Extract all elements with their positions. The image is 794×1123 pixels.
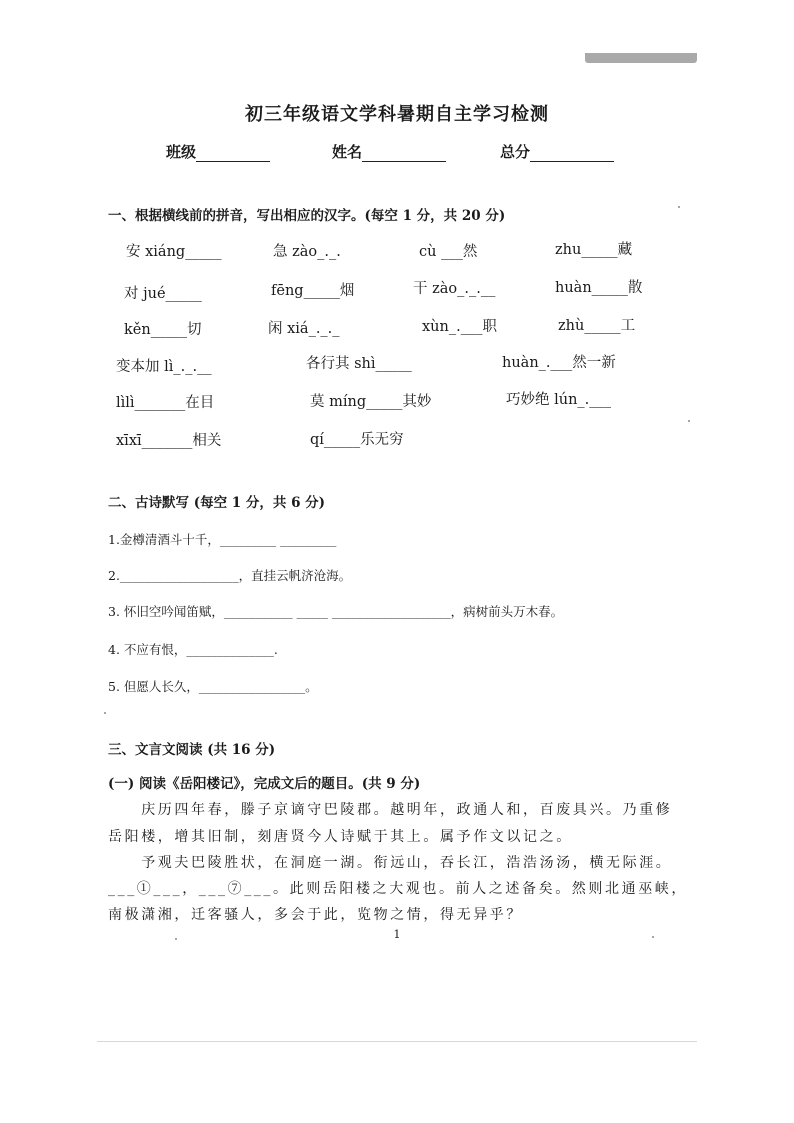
section3-heading: 三、文言文阅读 (共 16 分) (108, 742, 276, 758)
poem-line: 4. 不应有恨，______________. (108, 642, 278, 657)
section3-subheading: (一) 阅读《岳阳楼记》，完成文后的题目。(共 9 分) (108, 776, 421, 792)
top-scan-bar (585, 53, 697, 63)
poem-line: 5. 但愿人长久，_________________。 (108, 679, 318, 694)
pinyin-item: 闲 xiá_._._ (268, 321, 340, 337)
pinyin-item: 各行其 shì_____ (306, 356, 412, 372)
poem-line: 2.___________________，直挂云帆济沧海。 (108, 568, 352, 583)
essay-line: ___①___，___⑦___。此则岳阳楼之大观也。前人之述备矣。然则北通巫峡， (108, 881, 688, 897)
footer-divider (97, 1041, 697, 1042)
score-field (500, 141, 614, 162)
pinyin-item: 变本加 lì_._.__ (116, 359, 212, 375)
poem-line: 3. 怀旧空吟闻笛赋，___________ _____ ___________________，病树前头万木春。 (108, 604, 564, 619)
essay-line: 庆历四年春，滕子京谪守巴陵郡。越明年，政通人和，百废具兴。乃重修 (108, 802, 673, 818)
pinyin-item: huàn_____散 (555, 280, 643, 296)
name-label: 姓名 (332, 143, 363, 161)
scan-speck (652, 936, 654, 938)
class-label: 班级 (166, 143, 197, 161)
essay-line: 南极潇湘，迁客骚人，多会于此，览物之情，得无异乎？ (108, 907, 523, 923)
pinyin-item: zhu_____藏 (555, 242, 633, 258)
poem-line: 1.金樽清酒斗十千，_________ _________ (108, 532, 337, 547)
scan-speck (175, 938, 177, 940)
pinyin-item: kěn_____切 (124, 322, 202, 338)
pinyin-item: zhù_____工 (558, 318, 636, 334)
page-title: 初三年级语文学科暑期自主学习检测 (245, 104, 549, 125)
pinyin-item: cù ___然 (419, 244, 478, 260)
score-blank (530, 145, 614, 162)
essay-line: 予观夫巴陵胜状，在洞庭一湖。衔远山，吞长江，浩浩汤汤，横无际涯。 (108, 855, 673, 871)
pinyin-item: qí_____乐无穷 (310, 432, 404, 448)
score-label: 总分 (500, 143, 531, 161)
section2-heading: 二、古诗默写 (每空 1 分，共 6 分) (108, 495, 326, 511)
scan-speck (678, 206, 680, 208)
pinyin-item: 对 jué_____ (124, 286, 202, 302)
pinyin-item: 莫 míng_____其妙 (310, 394, 432, 410)
pinyin-item: lìlì_______在目 (116, 395, 215, 411)
pinyin-item: xùn_.___职 (422, 319, 497, 335)
pinyin-item: 干 zào_._.__ (413, 281, 496, 297)
scan-speck (104, 712, 106, 714)
pinyin-item: 急 zào_._. (273, 244, 341, 260)
pinyin-item: 巧妙绝 lún_.___ (506, 392, 612, 408)
pinyin-item: fēng_____烟 (271, 283, 355, 299)
name-blank (362, 145, 446, 162)
page-number: 1 (393, 928, 401, 941)
pinyin-item: 安 xiáng_____ (126, 244, 222, 260)
scan-speck (688, 420, 690, 422)
pinyin-item: xīxī_______相关 (116, 433, 222, 449)
class-blank (196, 145, 270, 162)
essay-line: 岳阳楼，增其旧制，刻唐贤今人诗赋于其上。属予作文以记之。 (108, 829, 573, 845)
class-field (166, 141, 270, 162)
pinyin-item: huàn_.___然一新 (502, 355, 616, 371)
section1-heading: 一、根据横线前的拼音，写出相应的汉字。(每空 1 分，共 20 分) (108, 208, 506, 224)
name-field (332, 141, 446, 162)
